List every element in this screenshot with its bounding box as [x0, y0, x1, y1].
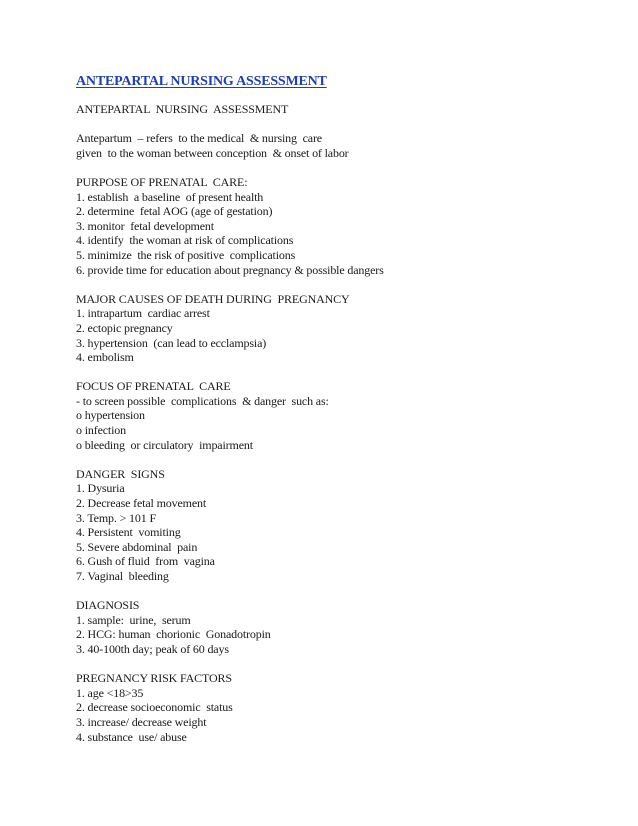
list-item: o hypertension: [76, 408, 145, 423]
section-heading: DIAGNOSIS: [76, 598, 140, 613]
section-heading: PURPOSE OF PRENATAL CARE:: [76, 174, 248, 189]
section-heading: PREGNANCY RISK FACTORS: [76, 671, 232, 686]
list-item: 6. Gush of fluid from vagina: [76, 554, 215, 569]
list-item: 3. hypertension (can lead to ecclampsia): [76, 335, 267, 350]
document-page: [76, 72, 616, 759]
section-danger-signs: [76, 467, 616, 584]
list-item: 2. determine fetal AOG (age of gestation): [76, 204, 273, 219]
list-item: 1. intrapartum cardiac arrest: [76, 306, 210, 321]
list-item: 1. establish a baseline of present health: [76, 189, 264, 204]
list-item: 3. Temp. > 101 F: [76, 510, 156, 525]
list-item: 1. sample: urine, serum: [76, 612, 191, 627]
section-heading: Antepartum – refers to the medical & nursing care: [76, 131, 322, 146]
document-title[interactable]: ANTEPARTAL NURSING ASSESSMENT: [76, 74, 327, 89]
list-item: 4. embolism: [76, 350, 134, 365]
list-item: 1. age <18>35: [76, 685, 144, 700]
list-item: 3. monitor fetal development: [76, 218, 214, 233]
section-line: given to the woman between conception & onset of labor: [76, 145, 349, 160]
list-item: 6. provide time for education about pregnancy & possible dangers: [76, 262, 384, 277]
section-causes-of-death: [76, 292, 616, 365]
list-item: 3. 40-100th day; peak of 60 days: [76, 641, 229, 656]
section-heading: FOCUS OF PRENATAL CARE: [76, 379, 231, 394]
list-item: o infection: [76, 423, 127, 438]
section-risk-factors: [76, 671, 616, 744]
list-item: 5. Severe abdominal pain: [76, 539, 198, 554]
list-item: 2. decrease socioeconomic status: [76, 700, 233, 715]
list-item: 1. Dysuria: [76, 481, 125, 496]
list-item: 2. ectopic pregnancy: [76, 320, 173, 335]
list-item: 3. increase/ decrease weight: [76, 714, 207, 729]
section-definition: [76, 131, 616, 160]
list-item: - to screen possible complications & danger such as:: [76, 393, 329, 408]
list-item: o bleeding or circulatory impairment: [76, 437, 253, 452]
list-item: 4. substance use/ abuse: [76, 729, 187, 744]
section-focus: [76, 379, 616, 452]
section-diagnosis: [76, 598, 616, 656]
list-item: 4. identify the woman at risk of complications: [76, 233, 294, 248]
section-heading: DANGER SIGNS: [76, 466, 165, 481]
list-item: 2. Decrease fetal movement: [76, 496, 207, 511]
list-item: 2. HCG: human chorionic Gonadotropin: [76, 627, 271, 642]
list-item: 5. minimize the risk of positive complications: [76, 247, 296, 262]
section-purpose: [76, 175, 616, 277]
list-item: 7. Vaginal bleeding: [76, 569, 169, 583]
section-subtitle: [76, 102, 616, 117]
list-item: 4. Persistent vomiting: [76, 525, 181, 540]
section-heading: ANTEPARTAL NURSING ASSESSMENT: [76, 102, 289, 116]
section-heading: MAJOR CAUSES OF DEATH DURING PREGNANCY: [76, 291, 350, 306]
